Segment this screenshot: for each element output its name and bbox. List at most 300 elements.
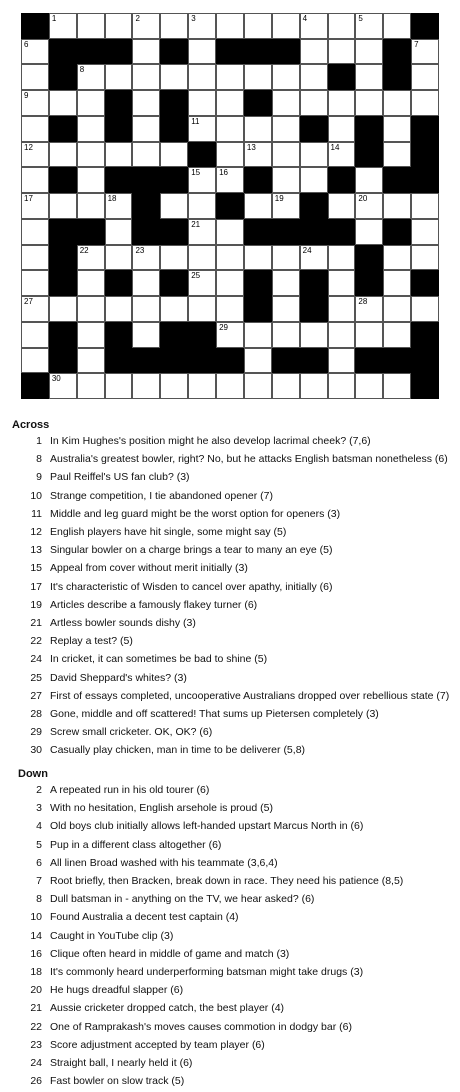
block-cell	[105, 348, 133, 374]
answer-cell[interactable]	[272, 322, 300, 348]
answer-cell[interactable]	[77, 90, 105, 116]
answer-cell[interactable]	[300, 64, 328, 90]
answer-cell[interactable]	[132, 90, 160, 116]
clue-item-number: 5	[36, 838, 42, 851]
answer-cell[interactable]	[105, 13, 133, 39]
clue-item-text: Screw small cricketer. OK, OK? (6)	[50, 726, 213, 739]
clue-item	[30, 929, 174, 942]
clue-item	[36, 820, 364, 833]
clue-item-text: Articles describe a famously flakey turner (6)	[50, 598, 258, 611]
answer-cell[interactable]	[132, 116, 160, 142]
block-cell	[328, 64, 356, 90]
answer-cell[interactable]	[244, 64, 272, 90]
block-cell	[132, 167, 160, 193]
answer-cell[interactable]	[300, 13, 328, 39]
clue-item-text: Dull batsman in - anything on the TV, we hear asked? (6)	[50, 893, 315, 906]
clue-number: 29	[219, 322, 228, 332]
answer-cell[interactable]	[77, 13, 105, 39]
clue-item-text: Clique often heard in middle of game and match (3)	[50, 947, 290, 960]
clue-item-text: Middle and leg guard might be the worst option for openers (3)	[50, 507, 341, 520]
block-cell	[244, 167, 272, 193]
block-cell	[300, 270, 328, 296]
answer-cell[interactable]	[383, 245, 411, 271]
block-cell	[411, 116, 439, 142]
clue-item	[30, 1057, 193, 1069]
answer-cell[interactable]	[383, 193, 411, 219]
clue-item-number: 24	[30, 653, 42, 666]
answer-cell[interactable]	[272, 245, 300, 271]
answer-cell[interactable]	[105, 373, 133, 399]
clue-item	[30, 598, 258, 611]
answer-cell[interactable]	[328, 90, 356, 116]
block-cell	[160, 270, 188, 296]
clue-item	[36, 802, 273, 815]
block-cell	[411, 167, 439, 193]
answer-cell[interactable]	[244, 245, 272, 271]
answer-cell[interactable]	[49, 13, 77, 39]
answer-cell[interactable]	[160, 13, 188, 39]
answer-cell[interactable]	[411, 296, 439, 322]
block-cell	[355, 270, 383, 296]
answer-cell[interactable]	[328, 116, 356, 142]
answer-cell[interactable]	[132, 322, 160, 348]
answer-cell[interactable]	[272, 193, 300, 219]
clue-item-text: Aussie cricketer dropped catch, the best player (4)	[50, 1002, 285, 1015]
answer-cell[interactable]	[383, 116, 411, 142]
answer-cell[interactable]	[272, 296, 300, 322]
answer-cell[interactable]	[77, 193, 105, 219]
answer-cell[interactable]	[105, 296, 133, 322]
clue-number: 9	[24, 91, 29, 101]
clue-number: 16	[219, 168, 228, 178]
clue-item	[30, 653, 268, 666]
answer-cell[interactable]	[355, 64, 383, 90]
answer-cell[interactable]	[132, 142, 160, 168]
answer-cell[interactable]	[216, 322, 244, 348]
answer-cell[interactable]	[49, 90, 77, 116]
answer-cell[interactable]	[132, 270, 160, 296]
clue-number: 7	[414, 39, 419, 49]
clue-number: 22	[79, 245, 89, 255]
clue-item-number: 29	[30, 726, 42, 739]
answer-cell[interactable]	[244, 322, 272, 348]
answer-cell[interactable]	[188, 90, 216, 116]
answer-cell[interactable]	[244, 373, 272, 399]
clue-item-text: Appeal from cover without merit initially (3)	[50, 562, 248, 575]
answer-cell[interactable]	[21, 245, 49, 271]
block-cell	[188, 142, 216, 168]
clue-item	[30, 689, 450, 702]
block-cell	[77, 219, 105, 245]
answer-cell[interactable]	[216, 90, 244, 116]
answer-cell[interactable]	[49, 142, 77, 168]
answer-cell[interactable]	[300, 373, 328, 399]
block-cell	[49, 167, 77, 193]
answer-cell[interactable]	[77, 373, 105, 399]
block-cell	[383, 39, 411, 65]
answer-cell[interactable]	[411, 39, 439, 65]
answer-cell[interactable]	[105, 219, 133, 245]
clue-item-number: 1	[36, 435, 42, 447]
answer-cell[interactable]	[188, 39, 216, 65]
answer-cell[interactable]	[383, 90, 411, 116]
answer-cell[interactable]	[160, 142, 188, 168]
clue-number: 26	[245, 270, 255, 280]
clue-item-number: 8	[36, 893, 42, 906]
block-cell	[132, 219, 160, 245]
clue-item-number: 18	[30, 966, 42, 978]
answer-cell[interactable]	[105, 64, 133, 90]
clue-item-number: 21	[30, 1002, 42, 1015]
block-cell	[300, 296, 328, 322]
answer-cell[interactable]	[328, 322, 356, 348]
block-cell	[355, 116, 383, 142]
answer-cell[interactable]	[383, 322, 411, 348]
answer-cell[interactable]	[188, 270, 216, 296]
answer-cell[interactable]	[216, 64, 244, 90]
clue-item-number: 4	[36, 820, 42, 833]
answer-cell[interactable]	[328, 373, 356, 399]
block-cell	[188, 348, 216, 374]
clue-item-number: 23	[30, 1038, 42, 1051]
answer-cell[interactable]	[132, 64, 160, 90]
clue-number: 1	[51, 14, 57, 23]
answer-cell[interactable]	[244, 116, 272, 142]
clue-item-text: A repeated run in his old tourer (6)	[50, 784, 210, 796]
clue-number: 20	[358, 194, 368, 204]
answer-cell[interactable]	[188, 13, 216, 39]
answer-cell[interactable]	[77, 322, 105, 348]
answer-cell[interactable]	[160, 373, 188, 399]
answer-cell[interactable]	[355, 296, 383, 322]
answer-cell[interactable]	[300, 39, 328, 65]
clue-item-text: Root briefly, then Bracken, break down in race. They need his patience (8,5)	[50, 875, 404, 887]
answer-cell[interactable]	[188, 296, 216, 322]
clue-item	[30, 489, 273, 502]
answer-cell[interactable]	[21, 116, 49, 142]
across-clues	[0, 419, 460, 431]
answer-cell[interactable]	[244, 193, 272, 219]
answer-cell[interactable]	[188, 373, 216, 399]
answer-cell[interactable]	[411, 193, 439, 219]
block-cell	[272, 39, 300, 65]
answer-cell[interactable]	[328, 296, 356, 322]
answer-cell[interactable]	[272, 64, 300, 90]
answer-cell[interactable]	[216, 245, 244, 271]
answer-cell[interactable]	[300, 167, 328, 193]
answer-cell[interactable]	[132, 373, 160, 399]
block-cell	[244, 39, 272, 65]
answer-cell[interactable]	[383, 142, 411, 168]
clue-item-number: 11	[31, 507, 42, 520]
answer-cell[interactable]	[328, 39, 356, 65]
block-cell	[244, 270, 272, 296]
answer-cell[interactable]	[216, 167, 244, 193]
answer-cell[interactable]	[21, 193, 49, 219]
clue-item	[30, 984, 184, 997]
answer-cell[interactable]	[77, 270, 105, 296]
across-title: Across	[12, 419, 50, 431]
answer-cell[interactable]	[21, 39, 49, 65]
block-cell	[21, 373, 49, 399]
clue-number: 6	[24, 39, 29, 49]
answer-cell[interactable]	[272, 90, 300, 116]
down-title: Down	[18, 768, 48, 780]
answer-cell[interactable]	[328, 13, 356, 39]
block-cell	[105, 39, 133, 65]
answer-cell[interactable]	[411, 90, 439, 116]
clue-item	[36, 784, 210, 796]
answer-cell[interactable]	[300, 142, 328, 168]
block-cell	[216, 348, 244, 374]
answer-cell[interactable]	[132, 39, 160, 65]
answer-cell[interactable]	[272, 167, 300, 193]
clue-number: 17	[24, 194, 33, 204]
answer-cell[interactable]	[77, 296, 105, 322]
answer-cell[interactable]	[383, 373, 411, 399]
answer-cell[interactable]	[188, 193, 216, 219]
clue-item-number: 19	[30, 598, 42, 611]
clue-item-number: 10	[30, 911, 42, 924]
clue-item-text: Artless bowler sounds dishy (3)	[50, 617, 196, 629]
block-cell	[216, 39, 244, 65]
clue-item-text: First of essays completed, uncooperative Australians dropped over rebellious state (7)	[50, 689, 450, 702]
answer-cell[interactable]	[272, 270, 300, 296]
clue-item-number: 28	[30, 708, 42, 720]
answer-cell[interactable]	[328, 270, 356, 296]
block-cell	[160, 219, 188, 245]
clue-number: 14	[330, 142, 340, 152]
block-cell	[383, 167, 411, 193]
clue-item-number: 7	[36, 875, 42, 887]
answer-cell[interactable]	[355, 322, 383, 348]
clue-item-text: Singular bowler on a charge brings a tear to many an eye (5)	[50, 544, 333, 557]
answer-cell[interactable]	[160, 193, 188, 219]
answer-cell[interactable]	[355, 167, 383, 193]
clue-item-number: 10	[30, 489, 42, 502]
block-cell	[383, 348, 411, 374]
clue-item-number: 13	[30, 544, 42, 557]
answer-cell[interactable]	[21, 296, 49, 322]
clue-item-number: 30	[30, 744, 42, 757]
answer-cell[interactable]	[21, 322, 49, 348]
block-cell	[49, 219, 77, 245]
answer-cell[interactable]	[328, 142, 356, 168]
clue-item-number: 22	[30, 1020, 42, 1033]
clue-item	[36, 471, 190, 484]
answer-cell[interactable]	[383, 13, 411, 39]
clue-item-number: 17	[30, 580, 42, 593]
block-cell	[244, 296, 272, 322]
answer-cell[interactable]	[49, 193, 77, 219]
block-cell	[160, 167, 188, 193]
answer-cell[interactable]	[383, 296, 411, 322]
clue-number: 27	[24, 297, 33, 307]
answer-cell[interactable]	[132, 296, 160, 322]
answer-cell[interactable]	[49, 373, 77, 399]
down-clues	[0, 768, 460, 780]
clue-item	[30, 617, 196, 629]
block-cell	[105, 90, 133, 116]
answer-cell[interactable]	[272, 142, 300, 168]
block-cell	[272, 348, 300, 374]
clue-item-number: 8	[36, 453, 42, 466]
block-cell	[411, 13, 439, 39]
answer-cell[interactable]	[105, 193, 133, 219]
clue-item-text: In Kim Hughes's position might he also develop lacrimal cheek? (7,6)	[50, 435, 371, 447]
answer-cell[interactable]	[105, 142, 133, 168]
clue-item-text: Casually play chicken, man in time to be deliverer (5,8)	[50, 744, 306, 757]
block-cell	[77, 39, 105, 65]
answer-cell[interactable]	[355, 13, 383, 39]
answer-cell[interactable]	[132, 13, 160, 39]
answer-cell[interactable]	[160, 64, 188, 90]
clue-number: 10	[245, 90, 255, 100]
block-cell	[411, 373, 439, 399]
block-cell	[49, 64, 77, 90]
clue-item-text: With no hesitation, English arsehole is proud (5)	[50, 802, 273, 815]
answer-cell[interactable]	[328, 245, 356, 271]
clue-item-number: 9	[36, 471, 42, 484]
clue-item-text: Replay a test? (5)	[50, 635, 133, 648]
clue-item-text: All linen Broad washed with his teammate (3,6,4)	[50, 856, 278, 869]
block-cell	[188, 322, 216, 348]
clue-number: 13	[246, 142, 256, 152]
clue-item	[30, 562, 248, 575]
crossword-grid	[21, 13, 439, 399]
answer-cell[interactable]	[300, 245, 328, 271]
answer-cell[interactable]	[355, 219, 383, 245]
answer-cell[interactable]	[160, 245, 188, 271]
answer-cell[interactable]	[132, 245, 160, 271]
block-cell	[49, 270, 77, 296]
block-cell	[300, 116, 328, 142]
clue-number: 19	[274, 194, 284, 204]
answer-cell[interactable]	[216, 373, 244, 399]
clue-item-number: 6	[36, 856, 42, 869]
clue-item-text: One of Ramprakash's moves causes commotion in dodgy bar (6)	[50, 1020, 352, 1033]
answer-cell[interactable]	[272, 13, 300, 39]
answer-cell[interactable]	[272, 373, 300, 399]
clue-item	[36, 893, 315, 906]
clue-item-text: It's characteristic of Wisden to cancel over apathy, initially (6)	[50, 580, 333, 593]
answer-cell[interactable]	[21, 167, 49, 193]
clue-number: 11	[191, 116, 200, 126]
answer-cell[interactable]	[77, 167, 105, 193]
answer-cell[interactable]	[188, 64, 216, 90]
clue-item-number: 15	[30, 562, 42, 575]
block-cell	[272, 219, 300, 245]
clue-item	[30, 708, 379, 720]
block-cell	[355, 245, 383, 271]
block-cell	[411, 142, 439, 168]
answer-cell[interactable]	[188, 245, 216, 271]
clue-item-text: Score adjustment accepted by team player (6)	[50, 1038, 265, 1051]
answer-cell[interactable]	[355, 90, 383, 116]
answer-cell[interactable]	[21, 219, 49, 245]
clue-number: 3	[191, 14, 196, 23]
clue-number: 12	[24, 142, 33, 152]
answer-cell[interactable]	[216, 116, 244, 142]
block-cell	[355, 142, 383, 168]
answer-cell[interactable]	[105, 245, 133, 271]
answer-cell[interactable]	[77, 245, 105, 271]
clue-item-number: 14	[30, 929, 42, 942]
answer-cell[interactable]	[188, 167, 216, 193]
block-cell	[411, 270, 439, 296]
answer-cell[interactable]	[300, 90, 328, 116]
answer-cell[interactable]	[244, 348, 272, 374]
answer-cell[interactable]	[328, 348, 356, 374]
answer-cell[interactable]	[216, 142, 244, 168]
answer-cell[interactable]	[21, 348, 49, 374]
block-cell	[21, 13, 49, 39]
answer-cell[interactable]	[411, 64, 439, 90]
answer-cell[interactable]	[77, 116, 105, 142]
clue-number: 24	[302, 245, 312, 255]
answer-cell[interactable]	[49, 296, 77, 322]
answer-cell[interactable]	[77, 64, 105, 90]
block-cell	[411, 322, 439, 348]
answer-cell[interactable]	[21, 270, 49, 296]
block-cell	[328, 167, 356, 193]
answer-cell[interactable]	[244, 13, 272, 39]
answer-cell[interactable]	[77, 348, 105, 374]
clue-number: 5	[358, 14, 363, 23]
answer-cell[interactable]	[160, 296, 188, 322]
answer-cell[interactable]	[355, 373, 383, 399]
answer-cell[interactable]	[355, 193, 383, 219]
answer-cell[interactable]	[216, 219, 244, 245]
answer-cell[interactable]	[21, 90, 49, 116]
answer-cell[interactable]	[272, 116, 300, 142]
block-cell	[160, 116, 188, 142]
clue-item-text: Fast bowler on slow track (5)	[50, 1075, 185, 1088]
clue-item	[36, 875, 404, 887]
clue-item-text: Gone, middle and off scattered! That sums up Pietersen completely (3)	[50, 708, 379, 720]
answer-cell[interactable]	[216, 270, 244, 296]
answer-cell[interactable]	[244, 142, 272, 168]
block-cell	[355, 348, 383, 374]
block-cell	[244, 219, 272, 245]
clue-item	[30, 580, 333, 593]
answer-cell[interactable]	[300, 322, 328, 348]
clue-item-number: 24	[30, 1057, 42, 1069]
answer-cell[interactable]	[77, 142, 105, 168]
answer-cell[interactable]	[216, 13, 244, 39]
clue-item-number: 16	[30, 947, 42, 960]
answer-cell[interactable]	[328, 193, 356, 219]
answer-cell[interactable]	[21, 64, 49, 90]
block-cell	[160, 348, 188, 374]
answer-cell[interactable]	[188, 219, 216, 245]
answer-cell[interactable]	[21, 142, 49, 168]
answer-cell[interactable]	[355, 39, 383, 65]
block-cell	[411, 348, 439, 374]
answer-cell[interactable]	[188, 116, 216, 142]
answer-cell[interactable]	[216, 296, 244, 322]
block-cell	[49, 322, 77, 348]
block-cell	[383, 64, 411, 90]
clue-item-number: 26	[30, 1075, 42, 1088]
clue-number: 18	[107, 194, 117, 204]
answer-cell[interactable]	[411, 219, 439, 245]
clue-item-number: 2	[36, 784, 42, 796]
answer-cell[interactable]	[383, 270, 411, 296]
answer-cell[interactable]	[411, 245, 439, 271]
clue-item-number: 20	[30, 984, 42, 997]
clue-item	[36, 435, 371, 447]
